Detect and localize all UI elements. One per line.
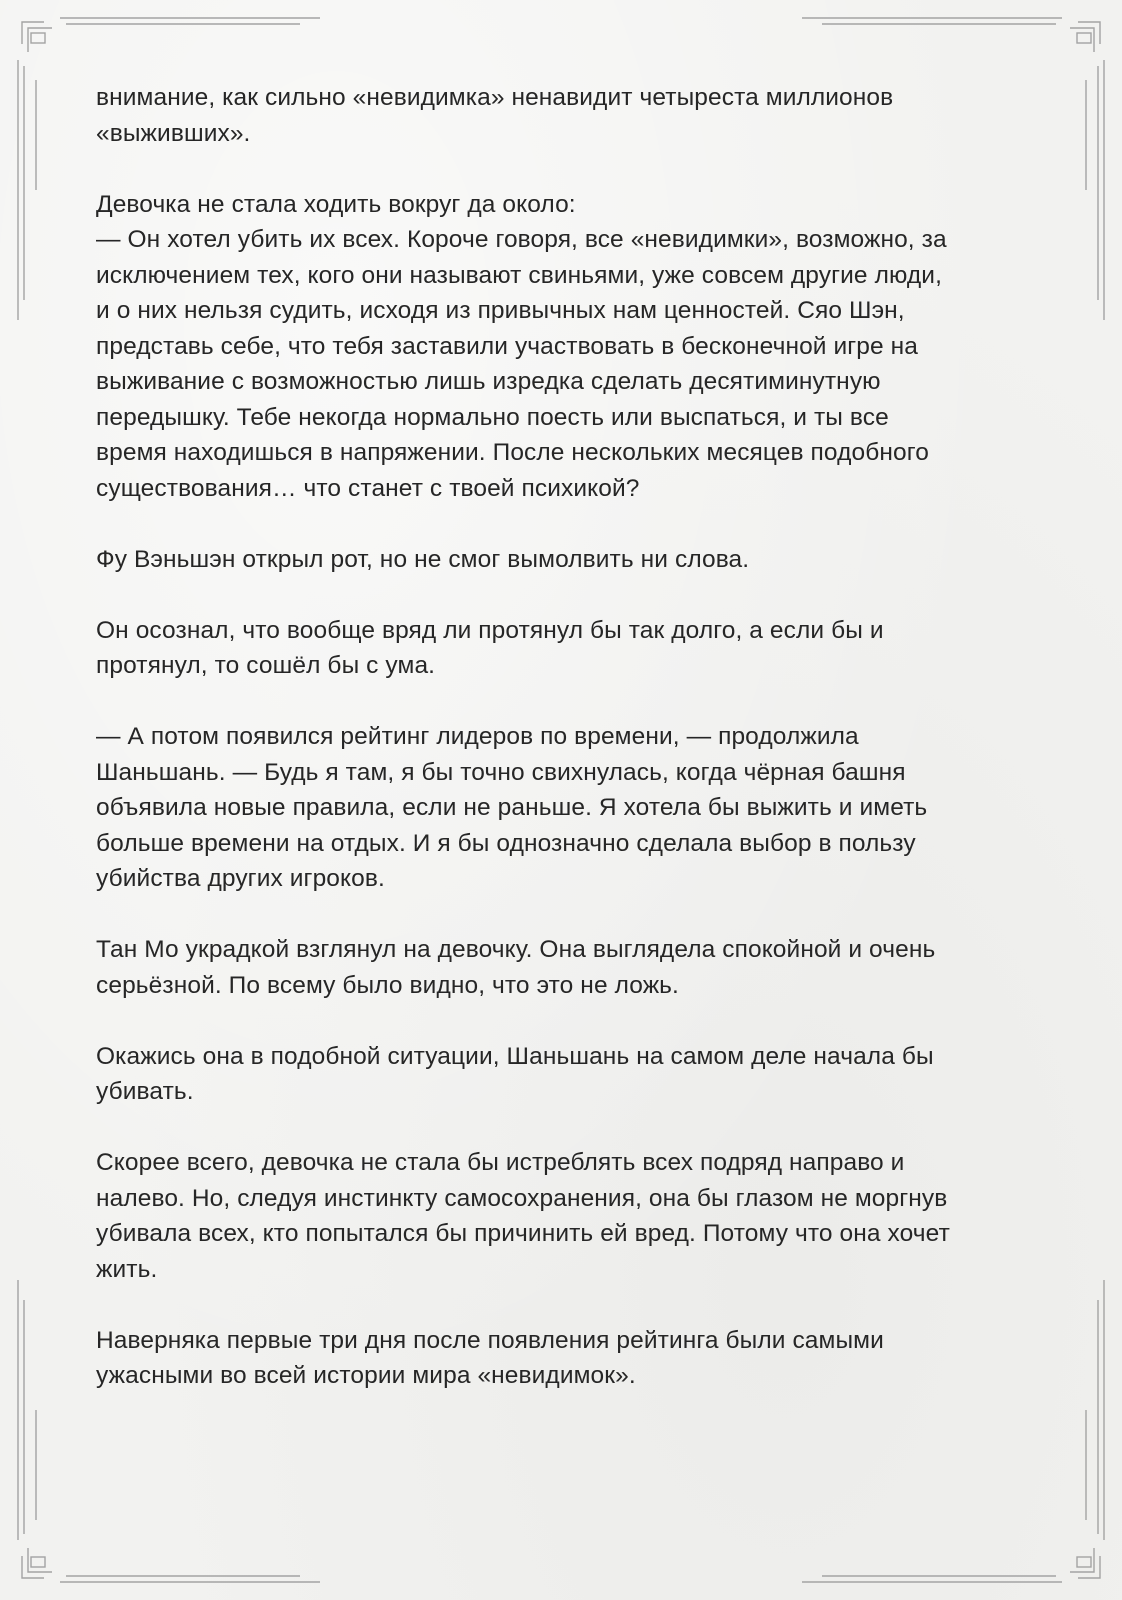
paragraph: Фу Вэньшэн открыл рот, но не смог вымолвить ни слова. — [96, 545, 750, 573]
paragraph: Окажись она в подобной ситуации, Шаньшань на самом деле начала бы убивать. — [96, 1042, 934, 1105]
paragraph: Скорее всего, девочка не стала бы истреблять всех подряд направо и налево. Но, следуя инстинкту самосохранения, она бы глазом не моргнув убивала всех, кто попытался бы причинить ей вред. Потому что она хочет жить. — [96, 1149, 950, 1283]
paragraph: внимание, как сильно «невидимка» ненавидит четыреста миллионов «выживших». — [96, 84, 894, 147]
paragraph: Тан Мо украдкой взглянул на девочку. Она выглядела спокойной и очень серьёзной. По всему было видно, что это не ложь. — [96, 936, 936, 999]
paragraph: Наверняка первые три дня после появления рейтинга были самыми ужасными во всей истории мира «невидимок». — [96, 1326, 884, 1389]
paragraph: Он осознал, что вообще вряд ли протянул бы так долго, а если бы и протянул, то сошёл бы с ума. — [96, 616, 884, 679]
document-body — [96, 80, 1026, 1429]
paragraph: Девочка не стала ходить вокруг да около: — Он хотел убить их всех. Короче говоря, все «невидимки», возможно, за исключением тех, кого они называют свиньями, уже совсем другие люди, и о них нельзя судить, исходя из привычных нам ценностей. Сяо Шэн, представь себе, что тебя заставили участвовать в бесконечной игре на выживание с возможностью лишь изредка сделать десятиминутную передышку. Тебе некогда нормально поесть или выспаться, и ты все время находишься в напряжении. После нескольких месяцев подобного существования… что станет с твоей психикой? — [96, 190, 947, 502]
paragraph: — А потом появился рейтинг лидеров по времени, — продолжила Шаньшань. — Будь я там, я бы точно свихнулась, когда чёрная башня объявила новые правила, если не раньше. Я хотела бы выжить и иметь больше времени на отдых. И я бы однозначно сделала выбор в пользу убийства других игроков. — [96, 723, 928, 892]
